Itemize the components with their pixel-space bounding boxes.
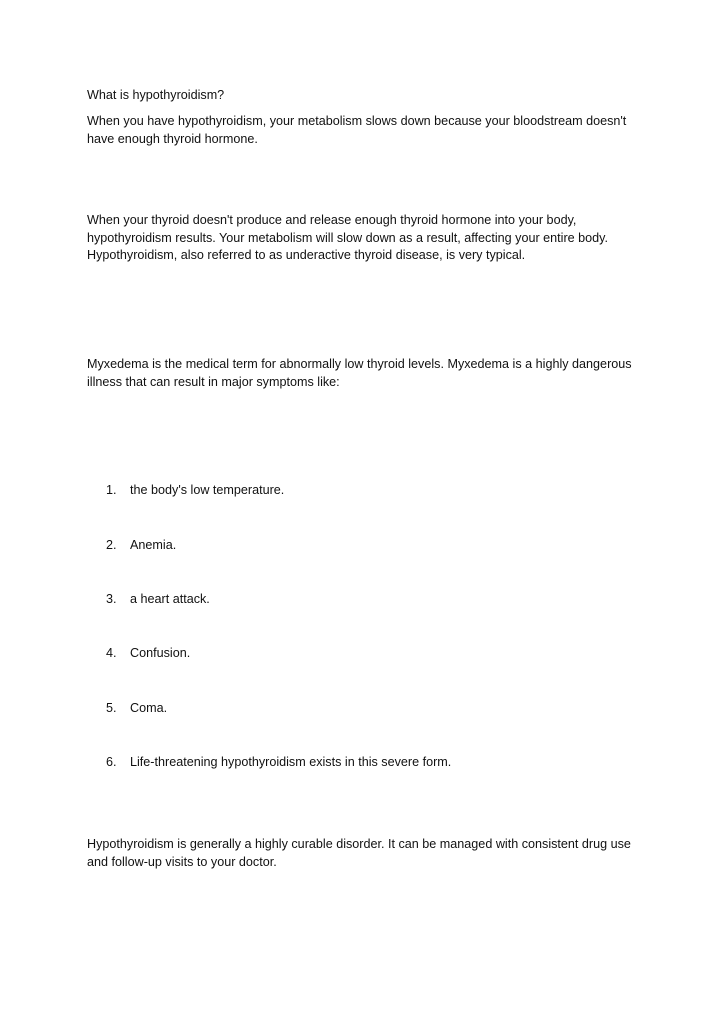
list-item [106, 645, 626, 663]
list-number: 6. [106, 755, 117, 769]
list-number: 3. [106, 592, 117, 606]
paragraph-cause: When your thyroid doesn't produce and release enough thyroid hormone into your body, hypothyroidism results. Your metabolism will slow down as a result, affecting your entire body. Hypothyroidism, also referred to as underactive thyroid disease, is very typical. [87, 213, 609, 262]
list-text: the body's low temperature. [130, 483, 285, 497]
list-number: 2. [106, 538, 117, 552]
list-text: a heart attack. [130, 592, 210, 606]
list-text: Coma. [130, 701, 168, 715]
list-number: 1. [106, 483, 117, 497]
paragraph-myxedema: Myxedema is the medical term for abnormally low thyroid levels. Myxedema is a highly dangerous illness that can result in major symptoms like: [87, 357, 632, 389]
list-item [106, 754, 626, 772]
list-number: 4. [106, 646, 117, 660]
document-heading: What is hypothyroidism? [87, 88, 225, 102]
paragraph-definition: When you have hypothyroidism, your metabolism slows down because your bloodstream doesn't have enough thyroid hormone. [87, 114, 627, 146]
list-item [106, 482, 626, 500]
list-number: 5. [106, 701, 117, 715]
list-item [106, 537, 626, 555]
list-item [106, 700, 626, 718]
list-text: Anemia. [130, 538, 177, 552]
list-text: Confusion. [130, 646, 191, 660]
list-item [106, 591, 626, 609]
paragraph-treatment: Hypothyroidism is generally a highly curable disorder. It can be managed with consistent drug use and follow-up visits to your doctor. [87, 837, 631, 869]
list-text: Life-threatening hypothyroidism exists in this severe form. [130, 755, 452, 769]
